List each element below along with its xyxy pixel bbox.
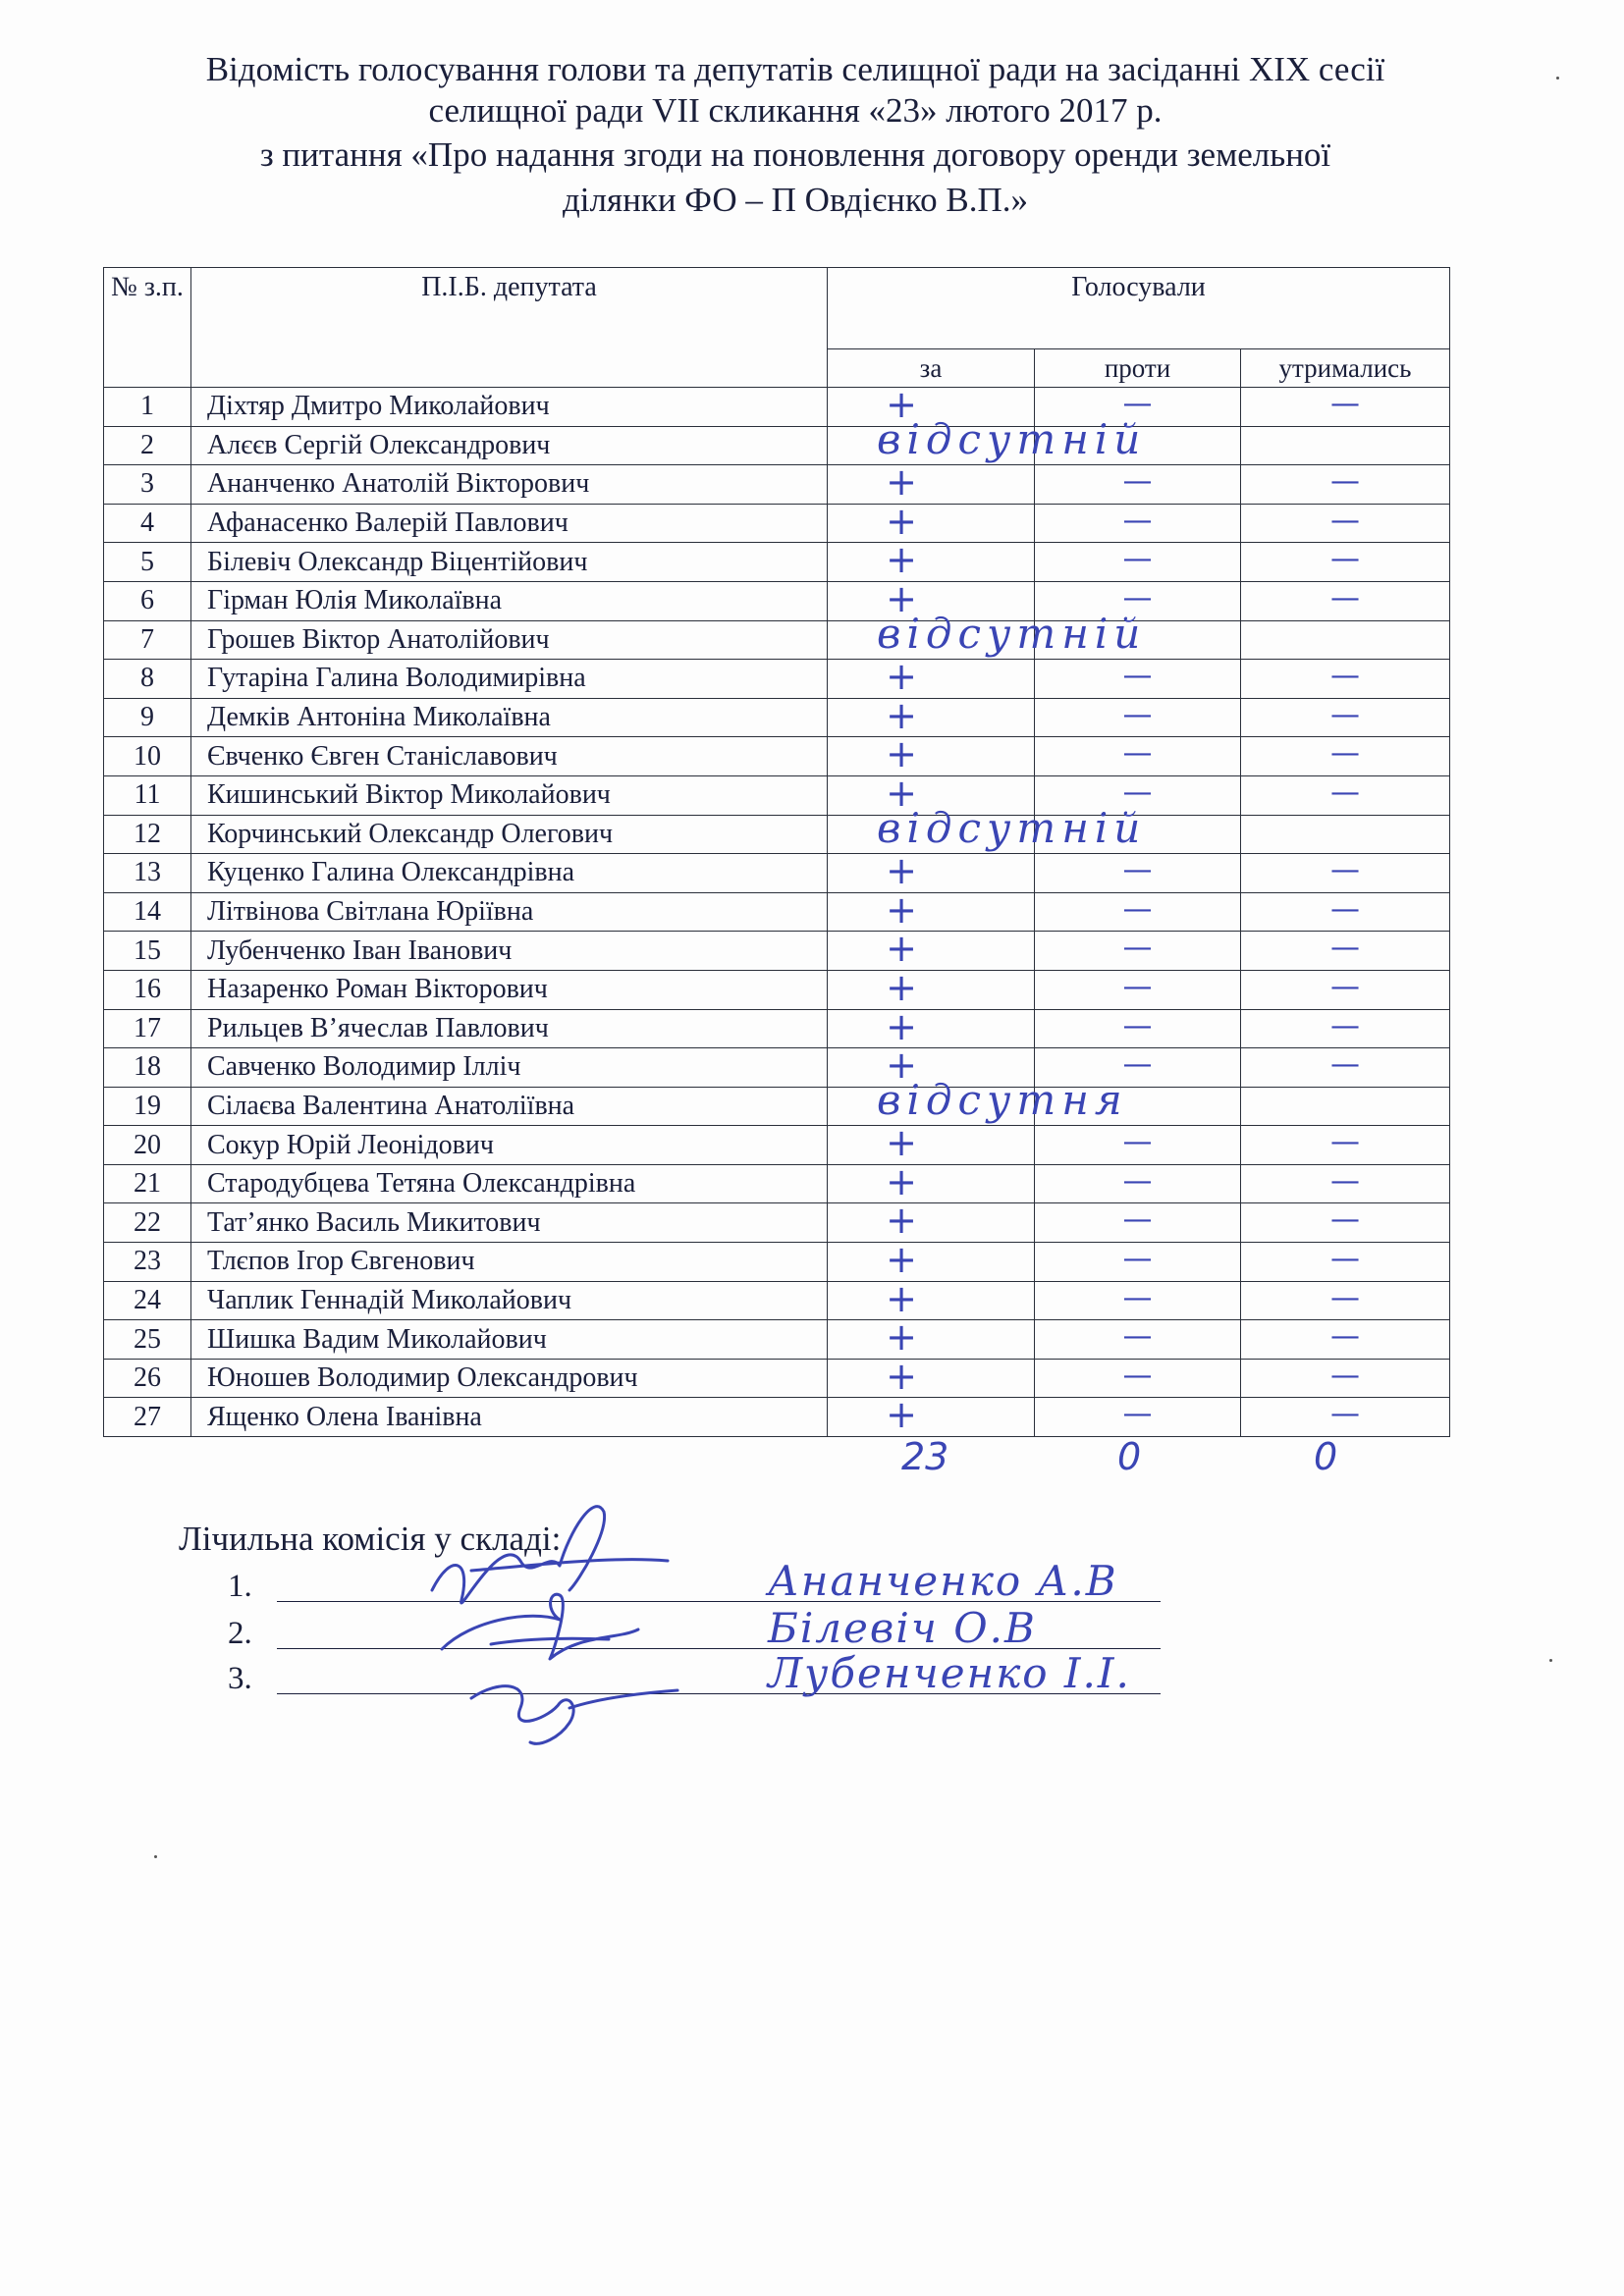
vote-abstained-mark: — bbox=[1330, 969, 1360, 1004]
deputy-name: Літвінова Світлана Юріївна bbox=[191, 892, 828, 932]
vote-against-mark: — bbox=[1122, 1280, 1153, 1315]
row-number: 24 bbox=[104, 1281, 191, 1320]
table-row bbox=[104, 1087, 1450, 1126]
deputy-name: Алєєв Сергій Олександрович bbox=[191, 426, 828, 465]
row-number: 23 bbox=[104, 1243, 191, 1282]
vote-abstained-mark: — bbox=[1330, 1125, 1360, 1160]
row-number: 2 bbox=[104, 426, 191, 465]
against-cell bbox=[1035, 970, 1241, 1009]
vote-for-mark: + bbox=[886, 965, 917, 1009]
deputy-name: Чаплик Геннадій Миколайович bbox=[191, 1281, 828, 1320]
for-cell bbox=[828, 1004, 1035, 1048]
vote-for-mark: + bbox=[886, 887, 917, 932]
vote-for-mark: + bbox=[886, 1004, 917, 1048]
vote-for-mark: + bbox=[886, 771, 917, 815]
for-cell bbox=[828, 1121, 1035, 1165]
abstained-cell bbox=[1241, 620, 1450, 660]
row-number: 11 bbox=[104, 775, 191, 815]
member-number: 2. bbox=[228, 1616, 252, 1651]
vote-abstained-mark: — bbox=[1330, 387, 1360, 421]
total-abstained: 0 bbox=[1314, 1435, 1338, 1478]
abstained-cell bbox=[1241, 426, 1450, 465]
vote-abstained-mark: — bbox=[1330, 1163, 1360, 1199]
vote-against-mark: — bbox=[1122, 853, 1153, 888]
for-cell bbox=[828, 849, 1035, 893]
table-row bbox=[104, 737, 1450, 776]
table-row bbox=[104, 620, 1450, 660]
for-cell bbox=[828, 655, 1035, 699]
vote-for-mark: + bbox=[886, 849, 917, 893]
signature-1 bbox=[432, 1507, 668, 1603]
row-number: 1 bbox=[104, 388, 191, 427]
vote-abstained-mark: — bbox=[1330, 503, 1360, 538]
vote-abstained-mark: — bbox=[1330, 659, 1360, 694]
header-name: П.І.Б. депутата bbox=[191, 268, 828, 388]
for-cell bbox=[828, 965, 1035, 1009]
deputy-name: Демків Антоніна Миколаївна bbox=[191, 698, 828, 737]
deputy-name: Назаренко Роман Вікторович bbox=[191, 970, 828, 1009]
against-cell bbox=[1035, 932, 1241, 971]
against-cell bbox=[1035, 854, 1241, 893]
header-voted: Голосували bbox=[828, 268, 1450, 349]
vote-for-mark: + bbox=[886, 1043, 917, 1088]
vote-against-mark: — bbox=[1122, 1008, 1153, 1043]
for-cell bbox=[828, 499, 1035, 543]
row-number: 26 bbox=[104, 1359, 191, 1398]
absent-cell bbox=[828, 1075, 1128, 1126]
vote-against-mark: — bbox=[1122, 697, 1153, 732]
for-cell bbox=[828, 887, 1035, 932]
row-number: 15 bbox=[104, 932, 191, 971]
table-row bbox=[104, 465, 1450, 505]
table-row bbox=[104, 1320, 1450, 1360]
table-row bbox=[104, 581, 1450, 620]
row-number: 7 bbox=[104, 620, 191, 660]
abstained-cell bbox=[1241, 1087, 1450, 1126]
row-number: 6 bbox=[104, 581, 191, 620]
vote-against-mark: — bbox=[1122, 387, 1153, 421]
abstained-cell bbox=[1241, 581, 1450, 620]
against-cell bbox=[1035, 698, 1241, 737]
vote-for-mark: + bbox=[886, 460, 917, 505]
header-against: проти bbox=[1035, 349, 1241, 388]
deputy-name: Сокур Юрій Леонідович bbox=[191, 1126, 828, 1165]
signature-2 bbox=[442, 1594, 638, 1659]
row-number: 19 bbox=[104, 1087, 191, 1126]
deputy-name: Афанасенко Валерій Павлович bbox=[191, 504, 828, 543]
against-cell bbox=[1035, 1203, 1241, 1243]
deputy-name: Ананченко Анатолій Вікторович bbox=[191, 465, 828, 505]
for-cell bbox=[828, 538, 1035, 582]
absent-note: відсутній bbox=[877, 609, 1147, 658]
vote-abstained-mark: — bbox=[1330, 1358, 1360, 1393]
row-number: 13 bbox=[104, 854, 191, 893]
table-row bbox=[104, 970, 1450, 1009]
scan-artifact bbox=[1556, 77, 1559, 80]
row-number: 16 bbox=[104, 970, 191, 1009]
document-title-line-2: селищної ради VІІ скликання «23» лютого 2017 р. bbox=[428, 91, 1163, 130]
abstained-cell bbox=[1241, 1203, 1450, 1243]
document-title-line-3: з питання «Про надання згоди на поновлення договору оренди земельної bbox=[259, 135, 1331, 174]
for-cell bbox=[828, 693, 1035, 737]
table-row bbox=[104, 892, 1450, 932]
deputy-name: Лубенченко Іван Іванович bbox=[191, 932, 828, 971]
abstained-cell bbox=[1241, 775, 1450, 815]
vote-abstained-mark: — bbox=[1330, 1397, 1360, 1432]
vote-abstained-mark: — bbox=[1330, 1047, 1360, 1083]
vote-for-mark: + bbox=[886, 732, 917, 776]
vote-against-mark: — bbox=[1122, 1319, 1153, 1355]
row-number: 21 bbox=[104, 1164, 191, 1203]
vote-for-mark: + bbox=[886, 1159, 917, 1203]
table-row bbox=[104, 504, 1450, 543]
abstained-cell bbox=[1241, 1359, 1450, 1398]
vote-abstained-mark: — bbox=[1330, 1319, 1360, 1355]
table-row bbox=[104, 660, 1450, 699]
vote-abstained-mark: — bbox=[1330, 464, 1360, 500]
vote-abstained-mark: — bbox=[1330, 542, 1360, 577]
against-cell bbox=[1035, 1243, 1241, 1282]
for-cell bbox=[828, 1315, 1035, 1360]
member-name: Ананченко А.В bbox=[768, 1557, 1118, 1605]
voting-table-body bbox=[104, 383, 1450, 1437]
for-cell bbox=[828, 1393, 1035, 1437]
deputy-name: Діхтяр Дмитро Миколайович bbox=[191, 388, 828, 427]
member-name: Білевіч О.В bbox=[768, 1604, 1037, 1652]
deputy-name: Євченко Євген Станіславович bbox=[191, 737, 828, 776]
absent-note: відсутня bbox=[877, 1075, 1128, 1124]
scan-artifact bbox=[154, 1855, 157, 1858]
row-number: 20 bbox=[104, 1126, 191, 1165]
table-row bbox=[104, 854, 1450, 893]
for-cell bbox=[828, 1159, 1035, 1203]
row-number: 18 bbox=[104, 1048, 191, 1088]
table-row bbox=[104, 1359, 1450, 1398]
vote-for-mark: + bbox=[886, 499, 917, 543]
vote-against-mark: — bbox=[1122, 1397, 1153, 1432]
table-row bbox=[104, 1243, 1450, 1282]
for-cell bbox=[828, 1354, 1035, 1398]
vote-abstained-mark: — bbox=[1330, 697, 1360, 732]
abstained-cell bbox=[1241, 854, 1450, 893]
row-number: 9 bbox=[104, 698, 191, 737]
deputy-name: Куценко Галина Олександрівна bbox=[191, 854, 828, 893]
deputy-name: Сілаєва Валентина Анатоліївна bbox=[191, 1087, 828, 1126]
vote-against-mark: — bbox=[1122, 1242, 1153, 1277]
against-cell bbox=[1035, 737, 1241, 776]
vote-for-mark: + bbox=[886, 1238, 917, 1282]
abstained-cell bbox=[1241, 698, 1450, 737]
vote-against-mark: — bbox=[1122, 659, 1153, 694]
against-cell bbox=[1035, 465, 1241, 505]
row-number: 17 bbox=[104, 1009, 191, 1048]
abstained-cell bbox=[1241, 892, 1450, 932]
vote-against-mark: — bbox=[1122, 1047, 1153, 1083]
table-row bbox=[104, 388, 1450, 427]
deputy-name: Ященко Олена Іванівна bbox=[191, 1398, 828, 1437]
table-row bbox=[104, 1398, 1450, 1437]
row-number: 22 bbox=[104, 1203, 191, 1243]
row-number: 27 bbox=[104, 1398, 191, 1437]
abstained-cell bbox=[1241, 1243, 1450, 1282]
against-cell bbox=[1035, 1164, 1241, 1203]
abstained-cell bbox=[1241, 932, 1450, 971]
abstained-cell bbox=[1241, 504, 1450, 543]
abstained-cell bbox=[1241, 1320, 1450, 1360]
vote-for-mark: + bbox=[886, 1276, 917, 1320]
vote-for-mark: + bbox=[886, 538, 917, 582]
against-cell bbox=[1035, 892, 1241, 932]
commission-label: Лічильна комісія у складі: bbox=[179, 1520, 562, 1558]
table-row bbox=[104, 426, 1450, 465]
table-row bbox=[104, 1203, 1450, 1243]
deputy-name: Білевіч Олександр Віцентійович bbox=[191, 543, 828, 582]
abstained-cell bbox=[1241, 1164, 1450, 1203]
table-row bbox=[104, 1048, 1450, 1088]
vote-for-mark: + bbox=[886, 1199, 917, 1243]
table-row bbox=[104, 932, 1450, 971]
deputy-name: Тат’янко Василь Микитович bbox=[191, 1203, 828, 1243]
row-number: 4 bbox=[104, 504, 191, 543]
vote-abstained-mark: — bbox=[1330, 1242, 1360, 1277]
table-row bbox=[104, 775, 1450, 815]
row-number: 12 bbox=[104, 815, 191, 854]
deputy-name: Кишинський Віктор Миколайович bbox=[191, 775, 828, 815]
for-cell bbox=[828, 1276, 1035, 1320]
vote-for-mark: + bbox=[886, 1354, 917, 1398]
table-row bbox=[104, 543, 1450, 582]
abstained-cell bbox=[1241, 543, 1450, 582]
for-cell bbox=[828, 1199, 1035, 1243]
signature-3 bbox=[471, 1686, 677, 1744]
vote-abstained-mark: — bbox=[1330, 774, 1360, 810]
against-cell bbox=[1035, 504, 1241, 543]
vote-against-mark: — bbox=[1122, 542, 1153, 577]
vote-against-mark: — bbox=[1122, 1163, 1153, 1199]
table-row bbox=[104, 815, 1450, 854]
absent-cell bbox=[828, 414, 1147, 465]
absent-cell bbox=[828, 609, 1147, 660]
deputy-name: Гутаріна Галина Володимирівна bbox=[191, 660, 828, 699]
vote-for-mark: + bbox=[886, 576, 917, 620]
vote-against-mark: — bbox=[1122, 891, 1153, 927]
abstained-cell bbox=[1241, 388, 1450, 427]
vote-abstained-mark: — bbox=[1330, 736, 1360, 772]
table-row bbox=[104, 1164, 1450, 1203]
member-number: 3. bbox=[228, 1661, 252, 1696]
abstained-cell bbox=[1241, 1048, 1450, 1088]
abstained-cell bbox=[1241, 1009, 1450, 1048]
table-row bbox=[104, 1009, 1450, 1048]
against-cell bbox=[1035, 1126, 1241, 1165]
table-row bbox=[104, 1126, 1450, 1165]
deputy-name: Шишка Вадим Миколайович bbox=[191, 1320, 828, 1360]
deputy-name: Юношев Володимир Олександрович bbox=[191, 1359, 828, 1398]
total-for: 23 bbox=[901, 1435, 949, 1478]
abstained-cell bbox=[1241, 465, 1450, 505]
total-against: 0 bbox=[1117, 1435, 1142, 1478]
row-number: 25 bbox=[104, 1320, 191, 1360]
deputy-name: Рильцев В’ячеслав Павлович bbox=[191, 1009, 828, 1048]
abstained-cell bbox=[1241, 815, 1450, 854]
for-cell bbox=[828, 460, 1035, 505]
row-number: 8 bbox=[104, 660, 191, 699]
voting-table bbox=[103, 267, 1450, 1437]
vote-for-mark: + bbox=[886, 383, 917, 426]
scan-artifact bbox=[1549, 1659, 1552, 1662]
against-cell bbox=[1035, 1009, 1241, 1048]
absent-note: відсутній bbox=[877, 803, 1147, 852]
vote-for-mark: + bbox=[886, 1393, 917, 1437]
for-cell bbox=[828, 927, 1035, 971]
against-cell bbox=[1035, 1398, 1241, 1437]
abstained-cell bbox=[1241, 970, 1450, 1009]
row-number: 3 bbox=[104, 465, 191, 505]
vote-against-mark: — bbox=[1122, 503, 1153, 538]
vote-abstained-mark: — bbox=[1330, 1280, 1360, 1315]
row-number: 10 bbox=[104, 737, 191, 776]
abstained-cell bbox=[1241, 737, 1450, 776]
abstained-cell bbox=[1241, 1126, 1450, 1165]
vote-against-mark: — bbox=[1122, 736, 1153, 772]
abstained-cell bbox=[1241, 660, 1450, 699]
against-cell bbox=[1035, 1359, 1241, 1398]
member-name: Лубенченко І.І. bbox=[768, 1649, 1131, 1697]
against-cell bbox=[1035, 1320, 1241, 1360]
header-number: № з.п. bbox=[104, 268, 191, 388]
handwritten-signatures bbox=[412, 1472, 727, 1787]
vote-abstained-mark: — bbox=[1330, 891, 1360, 927]
vote-for-mark: + bbox=[886, 1121, 917, 1165]
deputy-name: Корчинський Олександр Олегович bbox=[191, 815, 828, 854]
vote-abstained-mark: — bbox=[1330, 580, 1360, 615]
deputy-name: Тлєпов Ігор Євгенович bbox=[191, 1243, 828, 1282]
deputy-name: Грошев Віктор Анатолійович bbox=[191, 620, 828, 660]
deputy-name: Савченко Володимир Ілліч bbox=[191, 1048, 828, 1088]
vote-against-mark: — bbox=[1122, 1125, 1153, 1160]
vote-against-mark: — bbox=[1122, 464, 1153, 500]
vote-against-mark: — bbox=[1122, 580, 1153, 615]
against-cell bbox=[1035, 1281, 1241, 1320]
vote-abstained-mark: — bbox=[1330, 1008, 1360, 1043]
vote-for-mark: + bbox=[886, 655, 917, 699]
table-row bbox=[104, 1281, 1450, 1320]
vote-for-mark: + bbox=[886, 693, 917, 737]
row-number: 14 bbox=[104, 892, 191, 932]
vote-against-mark: — bbox=[1122, 774, 1153, 810]
member-number: 1. bbox=[228, 1569, 252, 1604]
header-for: за bbox=[828, 349, 1035, 388]
for-cell bbox=[828, 732, 1035, 776]
vote-abstained-mark: — bbox=[1330, 1202, 1360, 1238]
against-cell bbox=[1035, 660, 1241, 699]
deputy-name: Гірман Юлія Миколаївна bbox=[191, 581, 828, 620]
row-number: 5 bbox=[104, 543, 191, 582]
abstained-cell bbox=[1241, 1281, 1450, 1320]
table-row bbox=[104, 698, 1450, 737]
deputy-name: Стародубцева Тетяна Олександрівна bbox=[191, 1164, 828, 1203]
vote-against-mark: — bbox=[1122, 1202, 1153, 1238]
against-cell bbox=[1035, 543, 1241, 582]
vote-abstained-mark: — bbox=[1330, 931, 1360, 966]
vote-for-mark: + bbox=[886, 1315, 917, 1360]
document-title-line-4: ділянки ФО – П Овдієнко В.П.» bbox=[562, 181, 1028, 219]
vote-for-mark: + bbox=[886, 927, 917, 971]
absent-cell bbox=[828, 803, 1147, 854]
absent-note: відсутній bbox=[877, 414, 1147, 463]
vote-abstained-mark: — bbox=[1330, 853, 1360, 888]
for-cell bbox=[828, 1238, 1035, 1282]
vote-against-mark: — bbox=[1122, 1358, 1153, 1393]
header-abstained: утримались bbox=[1241, 349, 1450, 388]
vote-against-mark: — bbox=[1122, 969, 1153, 1004]
document-title-line-1: Відомість голосування голови та депутатів селищної ради на засіданні ХІХ сесії bbox=[205, 50, 1385, 88]
abstained-cell bbox=[1241, 1398, 1450, 1437]
vote-against-mark: — bbox=[1122, 931, 1153, 966]
